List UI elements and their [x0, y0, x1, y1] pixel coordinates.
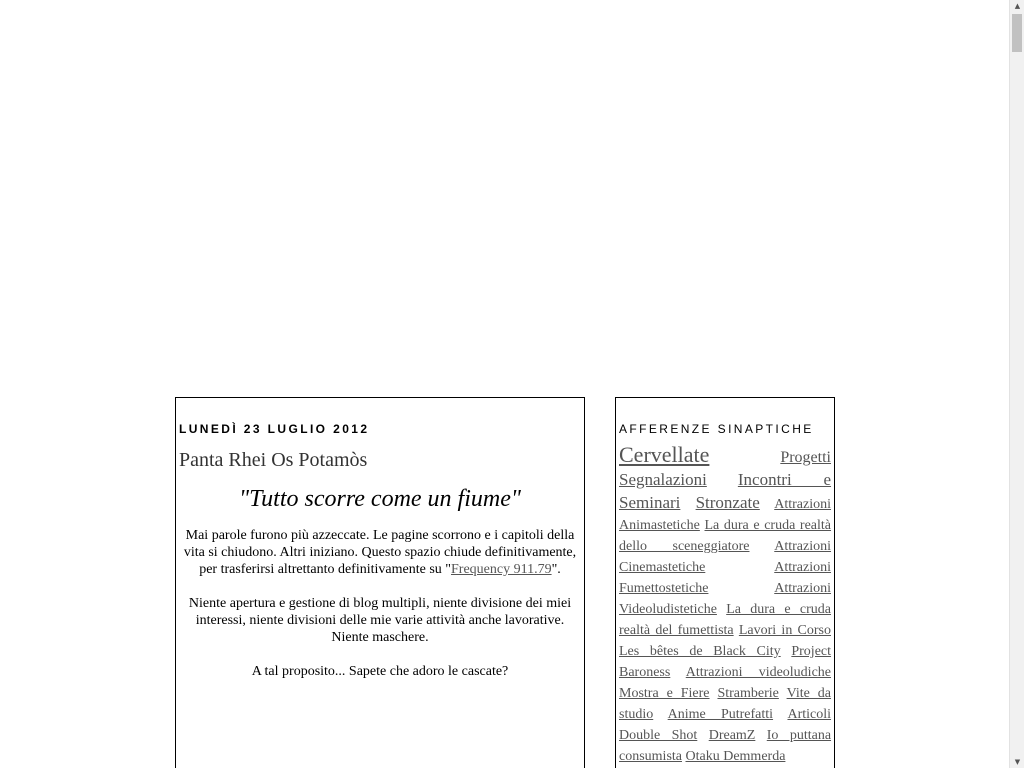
label-link[interactable]: Anime Putrefatti [667, 707, 774, 722]
post-quote: "Tutto scorre come un fiume" [239, 486, 521, 512]
label-link[interactable]: Incontri e Seminari [619, 470, 832, 512]
post-paragraph-3: A tal proposito... Sapete che adoro le cascate? [251, 664, 509, 679]
label-link[interactable]: Les bêtes de Black City [619, 644, 781, 659]
label-link[interactable]: Segnalazioni [619, 470, 707, 489]
label-link[interactable]: Stramberie [717, 686, 779, 701]
label-link[interactable]: La dura e cruda realtà del fumettista [619, 602, 831, 638]
scroll-up-icon[interactable]: ▲ [1014, 2, 1021, 10]
sidebar [615, 397, 835, 768]
label-link[interactable]: Attrazioni Cinemastetiche [619, 539, 832, 575]
sidebar-title: AFFERENZE SINAPTICHE [619, 422, 814, 436]
label-link[interactable]: La dura e cruda realtà dello sceneggiatore [619, 518, 832, 554]
label-link[interactable]: Progetti [780, 449, 831, 466]
post-paragraph-2: Niente apertura e gestione di blog multipli, niente divisione dei miei interessi, niente divisioni delle mie varie attività anche lavorative. Niente maschere. [188, 596, 572, 645]
frequency-link[interactable]: Frequency 911.79 [451, 562, 552, 577]
scroll-thumb[interactable] [1012, 14, 1022, 52]
label-link[interactable]: Attrazioni Videoludistetiche [619, 581, 831, 617]
label-link[interactable]: Attrazioni Animastetiche [619, 497, 831, 533]
post-title: Panta Rhei Os Potamòs [179, 449, 368, 471]
post-body [179, 485, 581, 680]
post-paragraph-1 [179, 527, 581, 578]
label-link[interactable]: Stronzate [695, 493, 760, 512]
label-link[interactable]: Io puttana consumista [619, 728, 832, 764]
scroll-down-icon[interactable]: ▼ [1014, 758, 1021, 766]
label-link[interactable]: Vite da studio [619, 686, 831, 722]
label-link[interactable]: Attrazioni videoludiche [685, 665, 831, 680]
label-link[interactable]: Cervellate [619, 442, 710, 467]
vertical-scrollbar[interactable] [1009, 0, 1024, 768]
post-date-header: LUNEDÌ 23 LUGLIO 2012 [179, 422, 370, 436]
label-link[interactable]: Mostra e Fiere [619, 686, 710, 701]
label-link[interactable]: DreamZ [708, 728, 756, 743]
paragraph-1-end: ". [551, 562, 561, 577]
post-column [175, 397, 585, 768]
label-cloud [619, 444, 831, 767]
label-link[interactable]: Project Baroness [619, 644, 832, 680]
label-link[interactable]: Otaku Demmerda [685, 749, 786, 764]
label-link[interactable]: Lavori in Corso [738, 623, 831, 638]
paragraph-1-text: Mai parole furono più azzeccate. Le pagine scorrono e i capitoli della vita si chiudono. Altri iniziano. Questo spazio chiude definitivamente, per trasferirsi altrettanto definitivamente su " [183, 528, 577, 577]
label-link[interactable]: Articoli Double Shot [619, 707, 832, 743]
label-link[interactable]: Attrazioni Fumettostetiche [619, 560, 831, 596]
